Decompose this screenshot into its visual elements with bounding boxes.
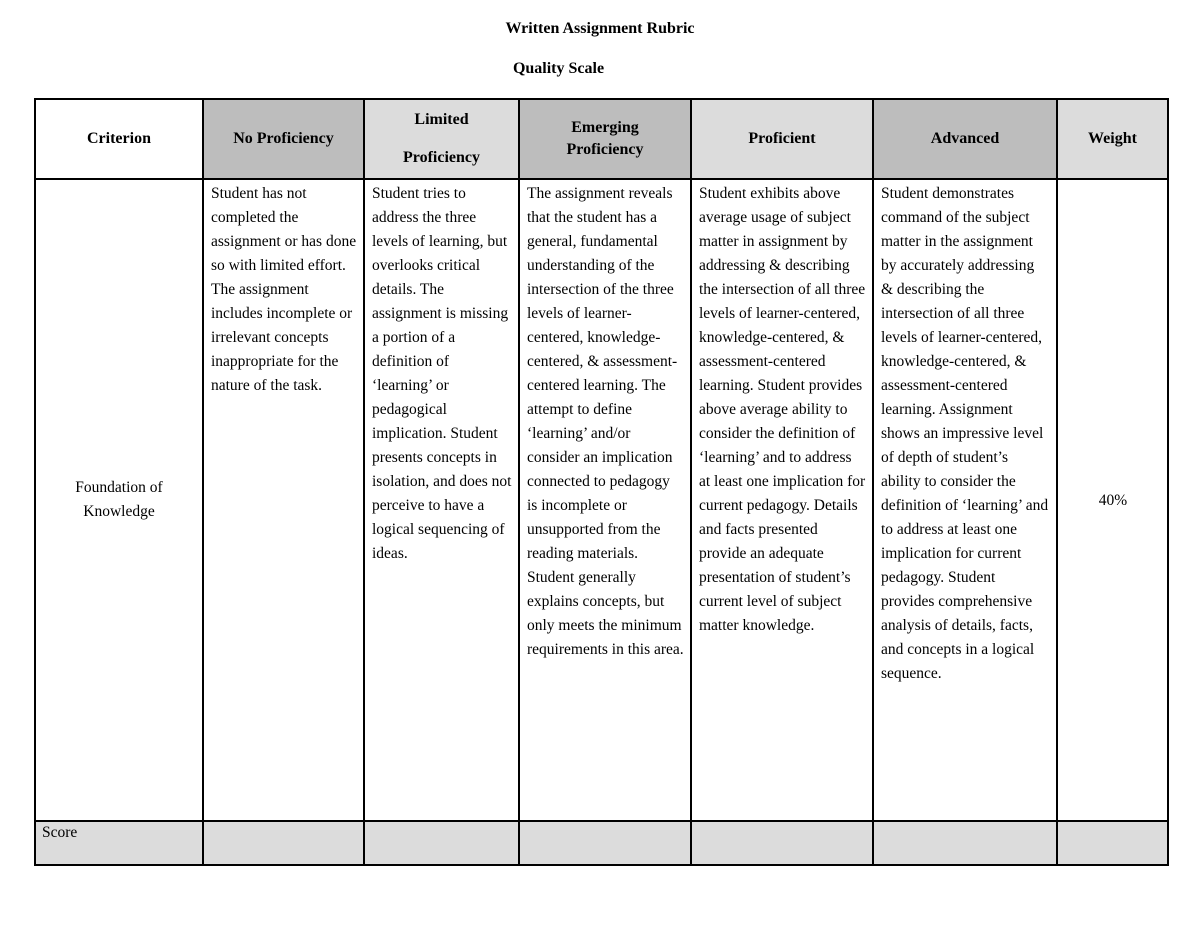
header-emerging-proficiency [519,99,691,179]
weight-cell: 40% [1057,179,1168,821]
header-limited-proficiency [364,99,519,179]
score-cell-no-proficiency[interactable] [203,821,364,865]
score-row [35,821,1168,865]
score-cell-proficient[interactable] [691,821,873,865]
document-subtitle: Quality Scale [512,60,605,77]
header-criterion: Criterion [35,99,203,179]
header-proficient: Proficient [691,99,873,179]
score-cell-weight[interactable] [1057,821,1168,865]
criterion-cell: Foundation of Knowledge [35,179,203,821]
header-emerging-line1: Emerging [571,119,639,136]
limited-proficiency-cell: Student tries to address the three levels of learning, but overlooks critical details. The assignment is missing a portion of a definition of ‘learning’ or pedagogical implication. Student presents concepts in isolation, and does not perceive to have a logical sequencing of ideas. [364,179,519,821]
header-limited-line1: Limited [414,111,469,128]
header-limited-line2: Proficiency [402,149,480,166]
header-row [35,99,1168,179]
header-no-proficiency: No Proficiency [203,99,364,179]
no-proficiency-cell: Student has not completed the assignment or has done so with limited effort. The assignment includes incomplete or irrelevant concepts inappropriate for the nature of the task. [203,179,364,821]
table-row [35,179,1168,821]
proficient-cell: Student exhibits above average usage of subject matter in assignment by addressing & describing the intersection of all three levels of learner-centered, knowledge-centered, & assessment-centered learning. Student provides above average ability to consider the definition of ‘learning’ and to address at least one implication for current pedagogy. Details and facts presented provide an adequate presentation of student’s current level of subject matter knowledge. [691,179,873,821]
score-cell-limited-proficiency[interactable] [364,821,519,865]
rubric-table [34,98,1169,866]
score-label: Score [35,821,203,865]
document-title: Written Assignment Rubric [505,20,695,37]
emerging-proficiency-cell: The assignment reveals that the student has a general, fundamental understanding of the intersection of the three levels of learner-centered, knowledge-centered, & assessment-centered learning. The attempt to define ‘learning’ and/or consider an implication connected to pedagogy is incomplete or unsupported from the reading materials. Student generally explains concepts, but only meets the minimum requirements in this area. [519,179,691,821]
header-advanced: Advanced [873,99,1057,179]
header-emerging-line2: Proficiency [566,141,644,158]
score-cell-advanced[interactable] [873,821,1057,865]
header-weight: Weight [1057,99,1168,179]
score-cell-emerging-proficiency[interactable] [519,821,691,865]
advanced-cell: Student demonstrates command of the subject matter in the assignment by accurately addressing & describing the intersection of all three levels of learner-centered, knowledge-centered, & assessment-centered learning. Assignment shows an impressive level of depth of student’s ability to consider the definition of ‘learning’ and to address at least one implication for current pedagogy. Student provides comprehensive analysis of details, facts, and concepts in a logical sequence. [873,179,1057,821]
